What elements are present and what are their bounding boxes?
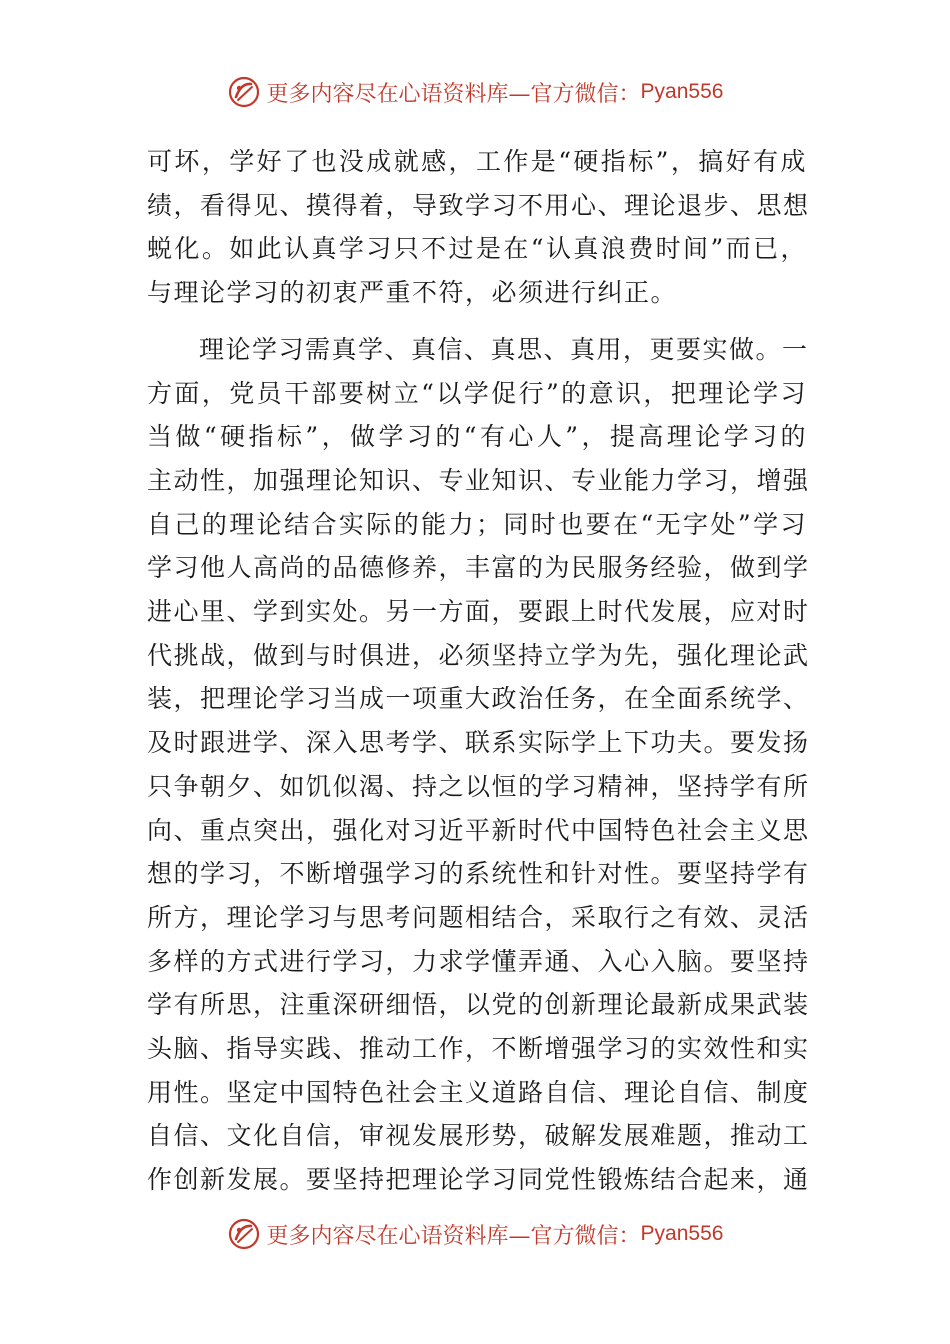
header-banner bbox=[0, 72, 950, 112]
text-line: 当做“硬指标”，做学习的“有心人”，提高理论学习的 bbox=[147, 422, 807, 452]
paragraph-2 bbox=[147, 328, 810, 1202]
text-line: 绩，看得见、摸得着，导致学习不用心、理论退步、思想 bbox=[147, 190, 810, 220]
text-line: 理论学习需真学、真信、真思、真用，更要实做。一 bbox=[199, 334, 809, 364]
text-line: 想的学习，不断增强学习的系统性和针对性。要坚持学有 bbox=[147, 859, 810, 889]
text-line: 作创新发展。要坚持把理论学习同党性锻炼结合起来，通 bbox=[147, 1165, 810, 1195]
text-line: 及时跟进学、深入思考学、联系实际学上下功夫。要发扬 bbox=[147, 728, 810, 758]
text-line: 代挑战，做到与时俱进，必须坚持立学为先，强化理论武 bbox=[147, 640, 810, 670]
text-line: 用性。坚定中国特色社会主义道路自信、理论自信、制度 bbox=[147, 1077, 810, 1107]
text-line: 自己的理论结合实际的能力；同时也要在“无字处”学习 bbox=[147, 509, 807, 539]
footer-banner-account: Pyan556 bbox=[640, 1222, 724, 1245]
footer-banner bbox=[0, 1214, 950, 1254]
paragraph-1 bbox=[147, 140, 810, 315]
text-line: 只争朝夕、如饥似渴、持之以恒的学习精神，坚持学有所 bbox=[147, 771, 810, 801]
text-line: 方面，党员干部要树立“以学促行”的意识，把理论学习 bbox=[147, 378, 807, 408]
text-line: 学习他人高尚的品德修养，丰富的为民服务经验，做到学 bbox=[147, 553, 810, 583]
text-line: 与理论学习的初衷严重不符，必须进行纠正。 bbox=[147, 278, 678, 308]
document-body bbox=[147, 140, 810, 1202]
seal-logo-icon bbox=[227, 1217, 261, 1251]
text-line: 学有所思，注重深研细悟，以党的创新理论最新成果武装 bbox=[147, 990, 810, 1020]
text-line: 多样的方式进行学习，力求学懂弄通、入心入脑。要坚持 bbox=[147, 946, 810, 976]
header-banner-text: 更多内容尽在心语资料库—官方微信： bbox=[266, 81, 641, 107]
header-banner-account: Pyan556 bbox=[640, 80, 724, 103]
text-line: 向、重点突出，强化对习近平新时代中国特色社会主义思 bbox=[147, 815, 810, 845]
footer-banner-text: 更多内容尽在心语资料库—官方微信： bbox=[266, 1223, 641, 1249]
text-line: 所方，理论学习与思考问题相结合，采取行之有效、灵活 bbox=[147, 902, 810, 932]
text-line: 蜕化。如此认真学习只不过是在“认真浪费时间”而已， bbox=[147, 234, 807, 264]
text-line: 装，把理论学习当成一项重大政治任务，在全面系统学、 bbox=[147, 684, 810, 714]
text-line: 自信、文化自信，审视发展形势，破解发展难题，推动工 bbox=[147, 1121, 810, 1151]
seal-logo-icon bbox=[227, 75, 261, 109]
text-line: 可坏，学好了也没成就感，工作是“硬指标”，搞好有成 bbox=[147, 147, 807, 176]
text-line: 头脑、指导实践、推动工作，不断增强学习的实效性和实 bbox=[147, 1034, 810, 1064]
text-line: 主动性，加强理论知识、专业知识、专业能力学习，增强 bbox=[147, 465, 810, 495]
text-line: 进心里、学到实处。另一方面，要跟上时代发展，应对时 bbox=[147, 597, 810, 627]
